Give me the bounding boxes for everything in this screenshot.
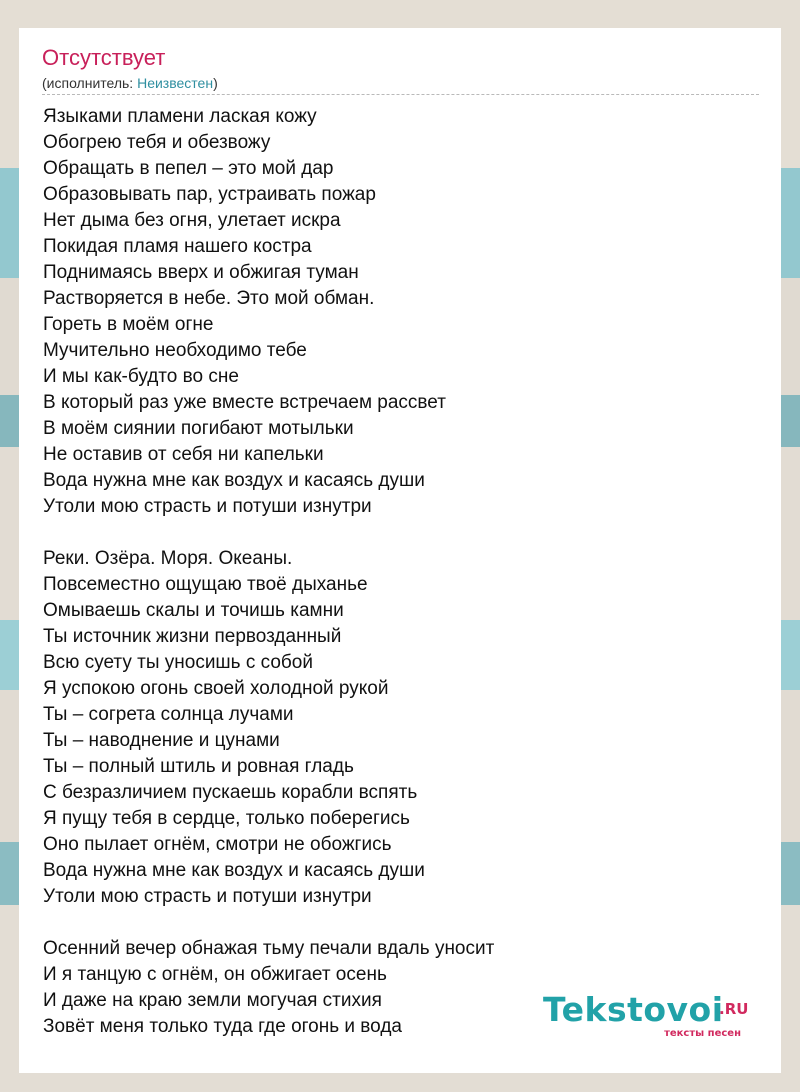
lyrics-card	[19, 28, 781, 1073]
logo-tagline: тексты песен	[664, 1028, 741, 1039]
lyric-line: Ты – согрета солнца лучами	[43, 704, 294, 725]
lyric-line: Я успокою огонь своей холодной рукой	[43, 678, 389, 699]
logo-wordmark: Tekstovoi	[543, 990, 724, 1029]
lyric-line: Утоли мою страсть и потуши изнутри	[43, 496, 372, 517]
lyric-line: Мучительно необходимо тебе	[43, 340, 307, 361]
stanza-break	[43, 520, 763, 546]
lyric-line: В который раз уже вместе встречаем рассвет	[43, 392, 446, 413]
lyric-line: И я танцую с огнём, он обжигает осень	[43, 964, 387, 985]
lyric-line: Вода нужна мне как воздух и касаясь души	[43, 860, 425, 881]
lyrics-text	[43, 104, 763, 1040]
lyric-line: Ты – наводнение и цунами	[43, 730, 280, 751]
lyric-line: Я пущу тебя в сердце, только поберегись	[43, 808, 410, 829]
logo-domain: .RU	[719, 1000, 749, 1018]
song-title: Отсутствует	[42, 45, 166, 70]
lyric-line: Ты источник жизни первозданный	[43, 626, 342, 647]
lyric-line: Оно пылает огнём, смотри не обожгись	[43, 834, 392, 855]
lyric-line: И даже на краю земли могучая стихия	[43, 990, 382, 1011]
lyric-line: Ты – полный штиль и ровная гладь	[43, 756, 354, 777]
lyric-line: Всю суету ты уносишь с собой	[43, 652, 313, 673]
lyric-line: Утоли мою страсть и потуши изнутри	[43, 886, 372, 907]
lyric-line: И мы как-будто во сне	[43, 366, 239, 387]
lyric-line: С безразличием пускаешь корабли вспять	[43, 782, 418, 803]
site-logo[interactable]	[543, 991, 753, 1043]
lyric-line: Образовывать пар, устраивать пожар	[43, 184, 376, 205]
artist-prefix: (исполнитель:	[42, 75, 138, 91]
lyric-line: Обогрею тебя и обезвожу	[43, 132, 271, 153]
artist-link[interactable]: Неизвестен	[137, 75, 214, 91]
lyric-line: Реки. Озёра. Моря. Океаны.	[43, 548, 293, 569]
artist-suffix: )	[213, 75, 218, 91]
lyric-line: Растворяется в небе. Это мой обман.	[43, 288, 375, 309]
lyric-line: Зовёт меня только туда где огонь и вода	[43, 1016, 402, 1037]
stanza-break	[43, 910, 763, 936]
lyric-line: Вода нужна мне как воздух и касаясь души	[43, 470, 425, 491]
lyric-line: Повсеместно ощущаю твоё дыханье	[43, 574, 368, 595]
lyric-line: Омываешь скалы и точишь камни	[43, 600, 344, 621]
lyric-line: Нет дыма без огня, улетает искра	[43, 210, 341, 231]
lyric-line: Поднимаясь вверх и обжигая туман	[43, 262, 359, 283]
lyric-line: Покидая пламя нашего костра	[43, 236, 312, 257]
lyric-line: Гореть в моём огне	[43, 314, 214, 335]
lyric-line: Осенний вечер обнажая тьму печали вдаль уносит	[43, 938, 495, 959]
lyric-line: Не оставив от себя ни капельки	[43, 444, 324, 465]
title-divider	[42, 94, 759, 95]
lyric-line: В моём сиянии погибают мотыльки	[43, 418, 354, 439]
artist-line	[42, 74, 218, 92]
lyric-line: Языками пламени лаская кожу	[43, 106, 317, 127]
lyric-line: Обращать в пепел – это мой дар	[43, 158, 334, 179]
